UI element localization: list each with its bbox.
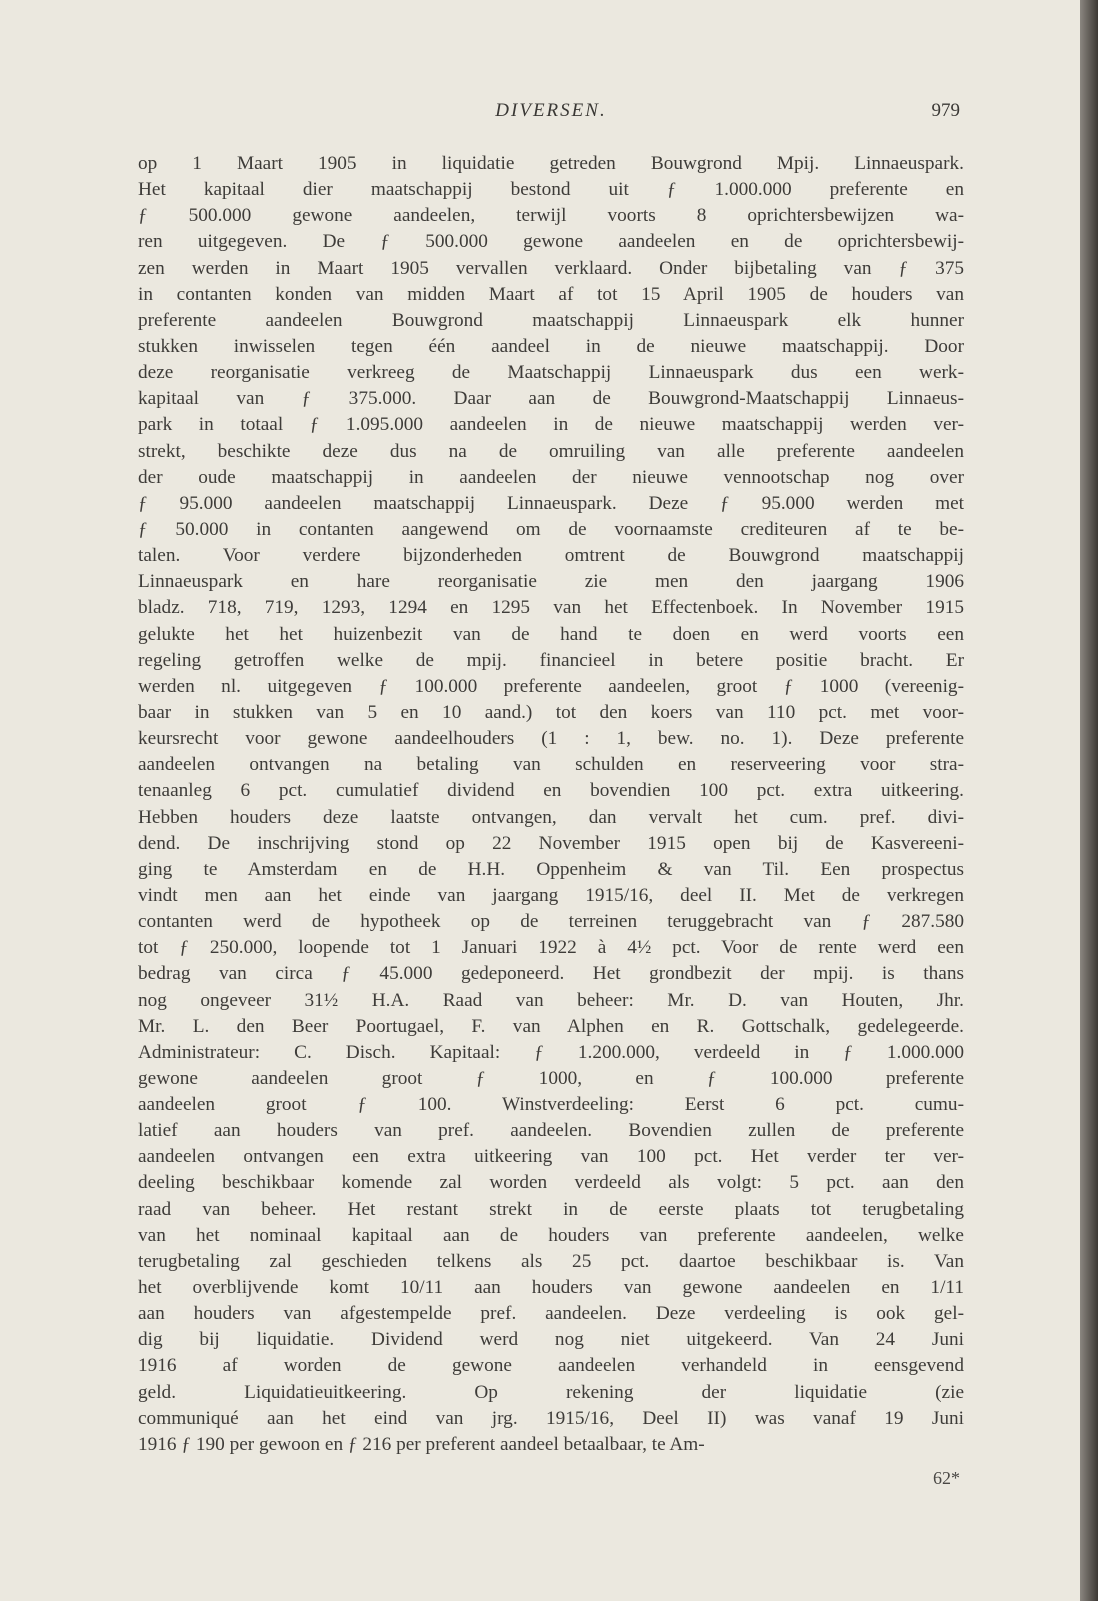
text-line: zen werden in Maart 1905 vervallen verklaard. Onder bijbetaling van ƒ 375 [138, 257, 964, 279]
text-line: park in totaal ƒ 1.095.000 aandeelen in de nieuwe maatschappij werden ver- [138, 414, 964, 436]
text-line: baar in stukken van 5 en 10 aand.) tot den koers van 110 pct. met voor- [138, 701, 964, 723]
text-line: geld. Liquidatieuitkeering. Op rekening der liquidatie (zie [138, 1381, 964, 1403]
text-line: raad van beheer. Het restant strekt in de eerste plaats tot terugbetaling [138, 1198, 964, 1220]
page-number: 979 [931, 100, 960, 121]
text-line: tot ƒ 250.000, loopende tot 1 Januari 1922 à 4½ pct. Voor de rente werd een [138, 937, 964, 959]
text-line: Linnaeuspark en hare reorganisatie zie men den jaargang 1906 [138, 571, 964, 593]
text-line: 1916 ƒ 190 per gewoon en ƒ 216 per preferent aandeel betaalbaar, te Am- [138, 1433, 705, 1455]
text-line: regeling getroffen welke de mpij. financieel in betere positie bracht. Er [138, 649, 964, 671]
text-line: dig bij liquidatie. Dividend werd nog niet uitgekeerd. Van 24 Juni [138, 1329, 964, 1351]
text-line: kapitaal van ƒ 375.000. Daar aan de Bouwgrond-Maatschappij Linnaeus- [138, 388, 964, 410]
signature-mark: 62* [933, 1468, 960, 1488]
text-line: contanten werd de hypotheek op de terreinen teruggebracht van ƒ 287.580 [138, 911, 964, 933]
text-line: bladz. 718, 719, 1293, 1294 en 1295 van het Effectenboek. In November 1915 [138, 597, 964, 619]
text-line: Hebben houders deze laatste ontvangen, dan vervalt het cum. pref. divi- [138, 806, 964, 828]
text-line: ƒ 95.000 aandeelen maatschappij Linnaeuspark. Deze ƒ 95.000 werden met [138, 492, 964, 514]
text-line: Mr. L. den Beer Poortugael, F. van Alphen en R. Gottschalk, gedelegeerde. [138, 1015, 964, 1037]
text-line: der oude maatschappij in aandeelen der nieuwe vennootschap nog over [138, 466, 964, 488]
text-line: gewone aandeelen groot ƒ 1000, en ƒ 100.000 preferente [138, 1067, 964, 1089]
text-line: dend. De inschrijving stond op 22 November 1915 open bij de Kasvereeni- [138, 832, 964, 854]
text-line: ƒ 50.000 in contanten aangewend om de voornaamste crediteuren af te be- [138, 518, 964, 540]
text-line: bedrag van circa ƒ 45.000 gedeponeerd. Het grondbezit der mpij. is thans [138, 963, 964, 985]
text-line: Het kapitaal dier maatschappij bestond uit ƒ 1.000.000 preferente en [138, 179, 964, 201]
text-line: tenaanleg 6 pct. cumulatief dividend en bovendien 100 pct. extra uitkeering. [138, 780, 964, 802]
text-line: in contanten konden van midden Maart af tot 15 April 1905 de houders van [138, 283, 964, 305]
text-line: talen. Voor verdere bijzonderheden omtrent de Bouwgrond maatschappij [138, 545, 964, 567]
text-line: aandeelen groot ƒ 100. Winstverdeeling: Eerst 6 pct. cumu- [138, 1094, 964, 1116]
text-line: communiqué aan het eind van jrg. 1915/16, Deel II) was vanaf 19 Juni [138, 1407, 964, 1429]
text-line: ƒ 500.000 gewone aandeelen, terwijl voorts 8 oprichtersbewijzen wa- [138, 205, 964, 227]
text-line: 1916 af worden de gewone aandeelen verhandeld in eensgevend [138, 1355, 964, 1377]
text-line: het overblijvende komt 10/11 aan houders van gewone aandeelen en 1/11 [138, 1277, 964, 1299]
text-line: nog ongeveer 31½ H.A. Raad van beheer: Mr. D. van Houten, Jhr. [138, 989, 964, 1011]
text-line: van het nominaal kapitaal aan de houders van preferente aandeelen, welke [138, 1224, 964, 1246]
page-header [138, 100, 964, 130]
text-line: aan houders van afgestempelde pref. aandeelen. Deze verdeeling is ook gel- [138, 1303, 964, 1325]
running-head: DIVERSEN. [495, 100, 607, 121]
text-line: aandeelen ontvangen na betaling van schulden en reserveering voor stra- [138, 754, 964, 776]
text-line: aandeelen ontvangen een extra uitkeering van 100 pct. Het verder ter ver- [138, 1146, 964, 1168]
text-line: gelukte het het huizenbezit van de hand te doen en werd voorts een [138, 623, 964, 645]
text-line: vindt men aan het einde van jaargang 1915/16, deel II. Met de verkregen [138, 884, 964, 906]
page-edge-shadow [1080, 0, 1098, 1601]
text-line: strekt, beschikte deze dus na de omruiling van alle preferente aandeelen [138, 440, 964, 462]
text-line: ren uitgegeven. De ƒ 500.000 gewone aandeelen en de oprichtersbewij- [138, 231, 964, 253]
text-line: keursrecht voor gewone aandeelhouders (1 : 1, bew. no. 1). Deze preferente [138, 728, 964, 750]
text-line: terugbetaling zal geschieden telkens als 25 pct. daartoe beschikbaar is. Van [138, 1250, 964, 1272]
text-line: deeling beschikbaar komende zal worden verdeeld als volgt: 5 pct. aan den [138, 1172, 964, 1194]
text-line: ging te Amsterdam en de H.H. Oppenheim & van Til. Een prospectus [138, 858, 964, 880]
body-text [138, 151, 964, 1458]
text-line: Administrateur: C. Disch. Kapitaal: ƒ 1.200.000, verdeeld in ƒ 1.000.000 [138, 1041, 964, 1063]
text-line: preferente aandeelen Bouwgrond maatschappij Linnaeuspark elk hunner [138, 309, 964, 331]
text-line: stukken inwisselen tegen één aandeel in de nieuwe maatschappij. Door [138, 335, 964, 357]
text-line: op 1 Maart 1905 in liquidatie getreden Bouwgrond Mpij. Linnaeuspark. [138, 153, 964, 174]
text-line: werden nl. uitgegeven ƒ 100.000 preferente aandeelen, groot ƒ 1000 (vereenig- [138, 675, 964, 697]
text-line: latief aan houders van pref. aandeelen. Bovendien zullen de preferente [138, 1120, 964, 1142]
text-line: deze reorganisatie verkreeg de Maatschappij Linnaeuspark dus een werk- [138, 362, 964, 384]
